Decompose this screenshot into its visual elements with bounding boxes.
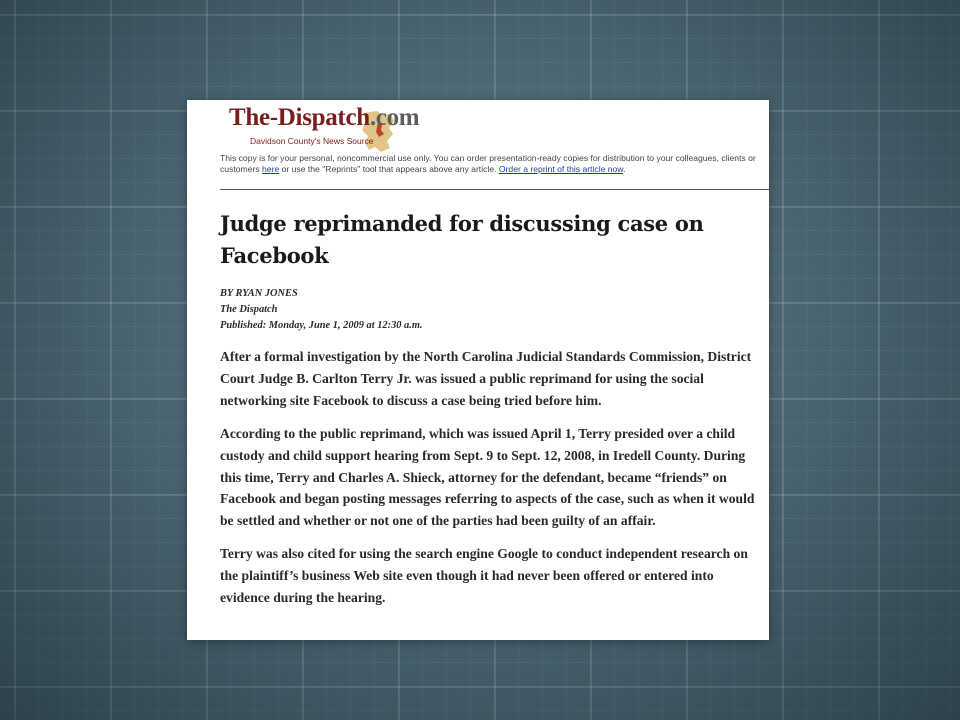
divider xyxy=(220,189,769,190)
article-headline: Judge reprimanded for discussing case on Facebook xyxy=(220,211,704,268)
publish-date: Published: Monday, June 1, 2009 at 12:30 a.m. xyxy=(220,320,423,331)
article-paragraph: After a formal investigation by the North Carolina Judicial Standards Commission, District Court Judge B. Carlton Terry Jr. was issued a public reprimand for using the social networking site Facebook to discuss a case being tried before him. xyxy=(220,349,752,408)
article-paragraph: Terry was also cited for using the search engine Google to conduct independent research on the plaintiff’s business Web site even though it had never been offered or entered into evidence during the hearing. xyxy=(220,546,748,606)
masthead xyxy=(229,104,439,156)
here-link[interactable]: here xyxy=(262,163,280,174)
article-body xyxy=(220,346,764,620)
outlet-name: The Dispatch xyxy=(220,304,278,315)
news-clipping xyxy=(187,100,769,640)
order-reprint-link[interactable]: Order a reprint of this article now xyxy=(498,163,624,174)
reprint-notice: This copy is for your personal, noncommercial use only. You can order presentation-ready copies for distribution to your colleagues, clients or customers here or use the "Reprints" tool that appears above any article. Order a reprint of this article now. xyxy=(220,153,756,174)
site-logo[interactable]: The-Dispatch.com xyxy=(229,104,420,131)
article-byline-block xyxy=(220,286,423,334)
article-paragraph: According to the public reprimand, which was issued April 1, Terry presided over a child custody and child support hearing from Sept. 9 to Sept. 12, 2008, in Iredell County. During this time, Terry and Charles A. Shieck, attorney for the defendant, became “friends” on Facebook and began posting messages referring to aspects of the case, such as when it would be settled and whether or not one of the parties had been guilty of an affair. xyxy=(220,425,755,529)
author-byline: BY RYAN JONES xyxy=(220,288,298,299)
site-tagline: Davidson County's News Source xyxy=(250,136,374,146)
